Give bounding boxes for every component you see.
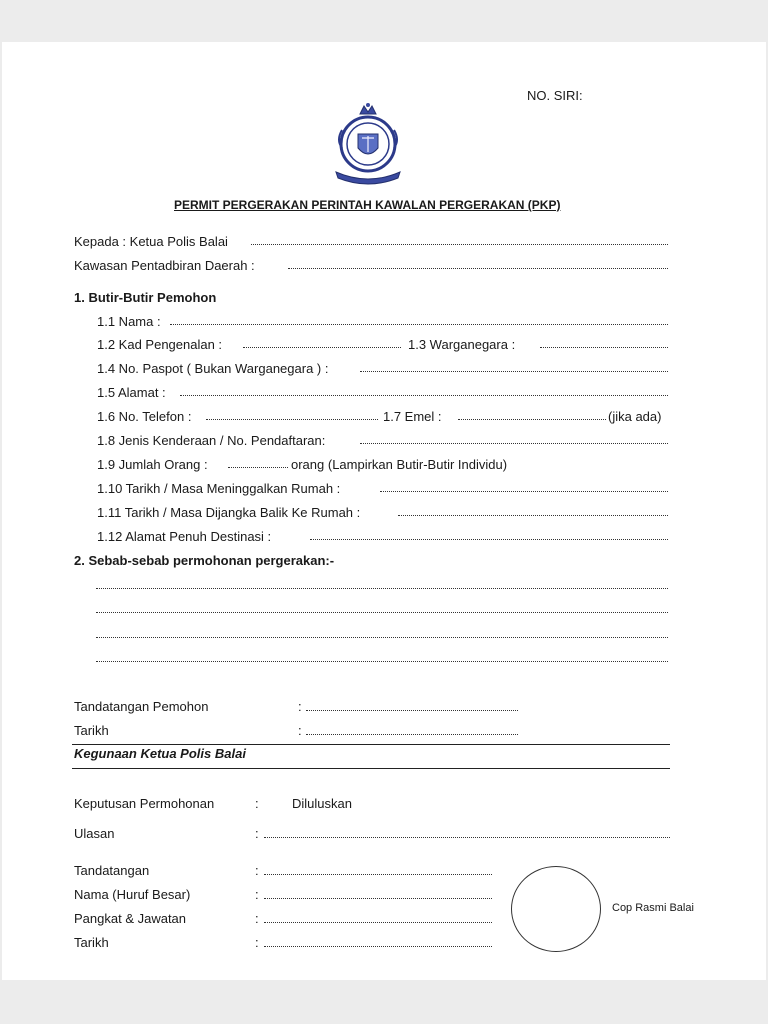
leave-time-field-line[interactable] [380, 491, 668, 492]
ic-field-line[interactable] [243, 347, 401, 348]
remarks-label: Ulasan [74, 826, 115, 841]
applicant-signature-label: Tandatangan Pemohon [74, 699, 209, 714]
officer-name-label: Nama (Huruf Besar) [74, 887, 191, 902]
reason-line-3[interactable] [96, 637, 668, 638]
persons-count-field-line[interactable] [228, 467, 288, 468]
decision-label: Keputusan Permohonan [74, 796, 215, 811]
serial-number-label: NO. SIRI: [527, 88, 583, 103]
decision-colon: : [255, 796, 259, 811]
officer-rank-colon: : [255, 911, 259, 926]
reason-line-1[interactable] [96, 588, 668, 589]
remarks-colon: : [255, 826, 259, 841]
return-time-field-line[interactable] [398, 515, 668, 516]
leave-time-label: 1.10 Tarikh / Masa Meninggalkan Rumah : [97, 481, 341, 496]
citizenship-label: 1.3 Warganegara : [408, 337, 516, 352]
applicant-signature-field-line[interactable] [306, 710, 518, 711]
section2-heading: 2. Sebab-sebab permohonan pergerakan:- [74, 553, 335, 568]
name-field-line[interactable] [170, 324, 668, 325]
email-field-line[interactable] [458, 419, 606, 420]
officer-date-field-line[interactable] [264, 946, 492, 947]
address-label: 1.5 Alamat : [97, 385, 166, 400]
officer-name-field-line[interactable] [264, 898, 492, 899]
divider-top [72, 744, 670, 745]
passport-field-line[interactable] [360, 371, 668, 372]
reason-line-4[interactable] [96, 661, 668, 662]
officer-date-label: Tarikh [74, 935, 109, 950]
vehicle-field-line[interactable] [360, 443, 668, 444]
phone-label: 1.6 No. Telefon : [97, 409, 192, 424]
applicant-date-colon: : [298, 723, 302, 738]
destination-field-line[interactable] [310, 539, 668, 540]
district-field-line[interactable] [288, 268, 668, 269]
decision-value: Diluluskan [292, 796, 352, 811]
officer-rank-label: Pangkat & Jawatan [74, 911, 187, 926]
ic-label: 1.2 Kad Pengenalan : [97, 337, 223, 352]
office-use-heading: Kegunaan Ketua Polis Balai [74, 746, 246, 761]
officer-signature-field-line[interactable] [264, 874, 492, 875]
return-time-label: 1.11 Tarikh / Masa Dijangka Balik Ke Rumah : [97, 505, 361, 520]
officer-rank-field-line[interactable] [264, 922, 492, 923]
applicant-date-label: Tarikh [74, 723, 109, 738]
to-field-line[interactable] [251, 244, 668, 245]
address-field-line[interactable] [180, 395, 668, 396]
remarks-field-line[interactable] [264, 837, 670, 838]
form-title: PERMIT PERGERAKAN PERINTAH KAWALAN PERGERAKAN (PKP) [174, 198, 561, 212]
stamp-label: Cop Rasmi Balai [612, 902, 694, 914]
email-optional-note: (jika ada) [608, 409, 662, 424]
divider-bottom [72, 768, 670, 769]
officer-name-colon: : [255, 887, 259, 902]
applicant-signature-colon: : [298, 699, 302, 714]
reason-line-2[interactable] [96, 612, 668, 613]
email-label: 1.7 Emel : [383, 409, 442, 424]
applicant-date-field-line[interactable] [306, 734, 518, 735]
to-label: Kepada : Ketua Polis Balai [74, 234, 228, 249]
section1-heading: 1. Butir-Butir Pemohon [74, 290, 217, 305]
persons-count-suffix: orang (Lampirkan Butir-Butir Individu) [291, 457, 508, 472]
name-label: 1.1 Nama : [97, 314, 161, 329]
phone-field-line[interactable] [206, 419, 378, 420]
officer-date-colon: : [255, 935, 259, 950]
officer-signature-label: Tandatangan [74, 863, 150, 878]
official-stamp-circle[interactable] [511, 866, 601, 952]
vehicle-label: 1.8 Jenis Kenderaan / No. Pendaftaran: [97, 433, 326, 448]
officer-signature-colon: : [255, 863, 259, 878]
persons-count-label: 1.9 Jumlah Orang : [97, 457, 208, 472]
passport-label: 1.4 No. Paspot ( Bukan Warganegara ) : [97, 361, 329, 376]
police-emblem-icon [322, 100, 414, 192]
district-label: Kawasan Pentadbiran Daerah : [74, 258, 255, 273]
destination-label: 1.12 Alamat Penuh Destinasi : [97, 529, 272, 544]
citizenship-field-line[interactable] [540, 347, 668, 348]
